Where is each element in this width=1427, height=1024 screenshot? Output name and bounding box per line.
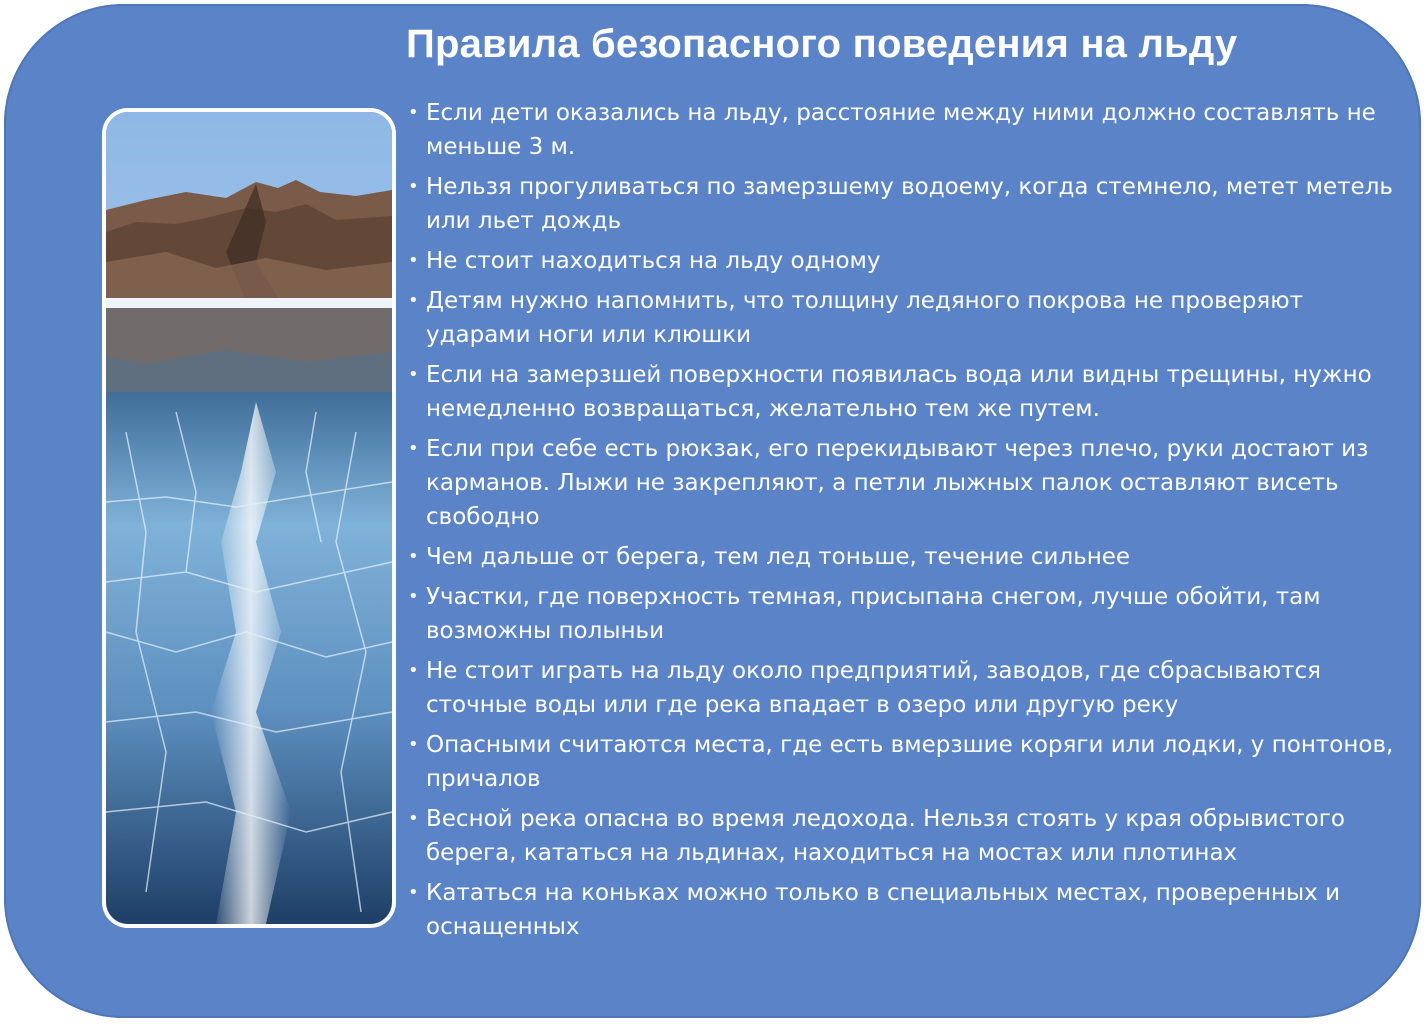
list-item bbox=[406, 580, 1406, 648]
bullet: • bbox=[408, 176, 419, 197]
bullet: • bbox=[408, 290, 419, 311]
list-item bbox=[406, 728, 1406, 796]
bullet: • bbox=[408, 250, 419, 271]
list-item bbox=[406, 540, 1406, 574]
page-title: Правила безопасного поведения на льду bbox=[406, 22, 1238, 66]
list-item bbox=[406, 96, 1406, 164]
rule-text: Если при себе есть рюкзак, его перекидывают через плечо, руки достают из карманов. Лыжи не закрепляют, а петли лыжных палок оставляют висеть свободно bbox=[426, 436, 1369, 530]
bullet: • bbox=[408, 586, 419, 607]
bullet: • bbox=[408, 660, 419, 681]
frozen-lake-photo bbox=[102, 108, 396, 928]
rules-list bbox=[406, 96, 1406, 950]
rule-text: Весной река опасна во время ледохода. Нельзя стоять у края обрывистого берега, кататься на льдинах, находиться на мостах или плотинах bbox=[426, 806, 1345, 866]
bullet: • bbox=[408, 364, 419, 385]
list-item bbox=[406, 876, 1406, 944]
rule-text: Чем дальше от берега, тем лед тоньше, течение сильнее bbox=[426, 544, 1131, 570]
list-item bbox=[406, 802, 1406, 870]
bullet: • bbox=[408, 102, 419, 123]
rule-text: Не стоит находиться на льду одному bbox=[426, 248, 881, 274]
list-item bbox=[406, 358, 1406, 426]
slide-card bbox=[4, 4, 1421, 1018]
rule-text: Кататься на коньках можно только в специальных местах, проверенных и оснащенных bbox=[426, 880, 1341, 940]
rule-text: Участки, где поверхность темная, присыпана снегом, лучше обойти, там возможны полыньи bbox=[426, 584, 1321, 644]
bullet: • bbox=[408, 808, 419, 829]
list-item bbox=[406, 284, 1406, 352]
rule-text: Детям нужно напомнить, что толщину ледяного покрова не проверяют ударами ноги или клюшки bbox=[426, 288, 1303, 348]
bullet: • bbox=[408, 882, 419, 903]
list-item bbox=[406, 654, 1406, 722]
rule-text: Нельзя прогуливаться по замерзшему водоему, когда стемнело, метет метель или льет дождь bbox=[426, 174, 1393, 234]
list-item bbox=[406, 432, 1406, 534]
bullet: • bbox=[408, 734, 419, 755]
rule-text: Если дети оказались на льду, расстояние между ними должно составлять не меньше 3 м. bbox=[426, 100, 1376, 160]
list-item bbox=[406, 170, 1406, 238]
rule-text: Не стоит играть на льду около предприятий, заводов, где сбрасываются сточные воды или где река впадает в озеро или другую реку bbox=[426, 658, 1321, 718]
list-item bbox=[406, 244, 1406, 278]
bullet: • bbox=[408, 438, 419, 459]
bullet: • bbox=[408, 546, 419, 567]
rule-text: Опасными считаются места, где есть вмерзшие коряги или лодки, у понтонов, причалов bbox=[426, 732, 1394, 792]
rule-text: Если на замерзшей поверхности появилась вода или видны трещины, нужно немедленно возвращаться, желательно тем же путем. bbox=[426, 362, 1372, 422]
